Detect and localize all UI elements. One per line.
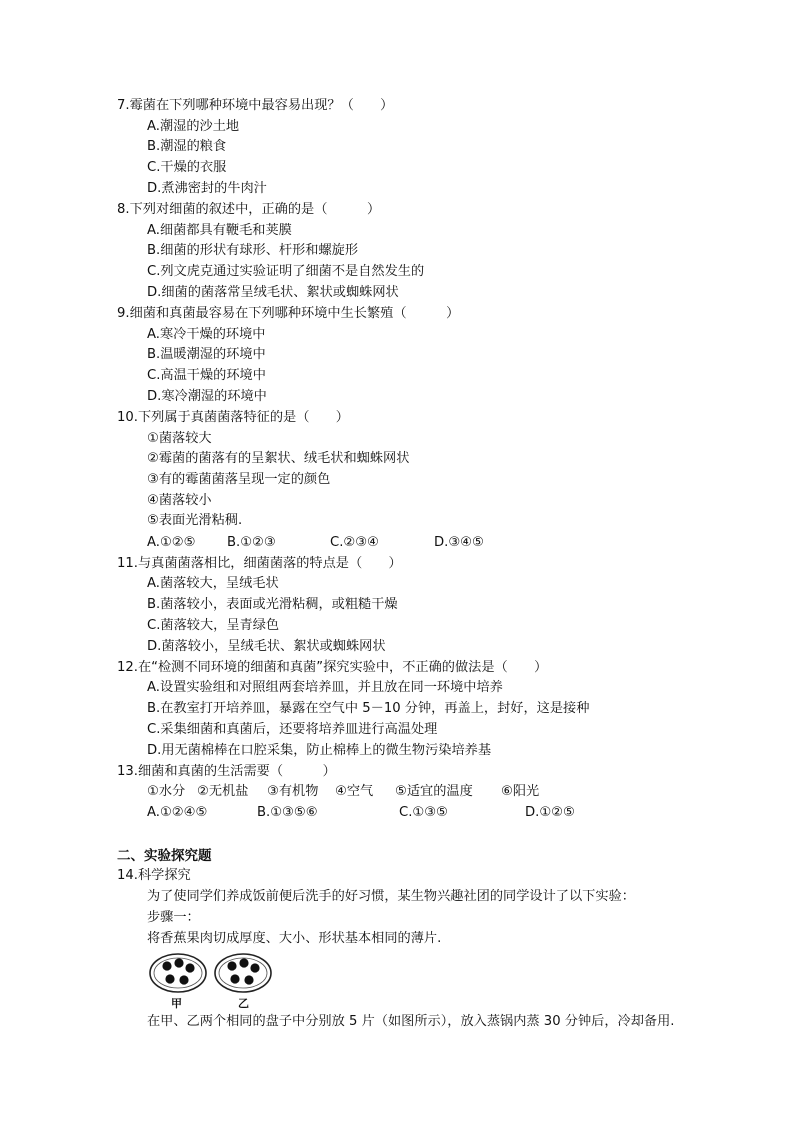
- question-11-stem: 11.与真菌菌落相比，细菌菌落的特点是（ ）: [117, 556, 402, 571]
- step-1-label: 步骤一：: [147, 910, 200, 925]
- question-13-item-5: ⑤适宜的温度: [395, 784, 473, 799]
- question-10-item-5: ⑤表面光滑粘稠.: [147, 513, 243, 528]
- question-7-option-b: B.潮湿的粮食: [147, 139, 227, 154]
- question-13-item-3: ③有机物: [267, 784, 319, 799]
- section-2-title: 二、实验探究题: [117, 848, 212, 864]
- question-8-stem: 8.下列对细菌的叙述中，正确的是（ ）: [117, 202, 381, 217]
- question-9-stem: 9.细菌和真菌最容易在下列哪种环境中生长繁殖（ ）: [117, 306, 460, 321]
- plate-yi: [215, 954, 271, 992]
- question-11-option-c: C.菌落较大，呈青绿色: [147, 618, 280, 633]
- step-1-after-text: 在甲、乙两个相同的盘子中分别放 5 片（如图所示），放入蒸锅内蒸 30 分钟后，冷却备用.: [147, 1014, 675, 1029]
- question-13-items: [147, 783, 539, 801]
- question-12-option-d: D.用无菌棉棒在口腔采集，防止棉棒上的微生物污染培养基: [147, 743, 492, 758]
- question-10-choice-d: D.③④⑤: [434, 535, 484, 550]
- question-10-choice-c: C.②③④: [330, 535, 379, 550]
- question-14-stem: 14.科学探究: [117, 868, 191, 883]
- question-13-item-4: ④空气: [335, 784, 374, 799]
- question-12-option-a: A.设置实验组和对照组两套培养皿，并且放在同一环境中培养: [147, 680, 503, 695]
- question-11-option-b: B.菌落较小，表面或光滑粘稠，或粗糙干燥: [147, 597, 398, 612]
- plate-label-yi: 乙: [238, 997, 249, 1010]
- question-9-option-a: A.寒冷干燥的环境中: [147, 327, 266, 342]
- question-8-option-a: A.细菌都具有鞭毛和荚膜: [147, 223, 292, 238]
- question-13-choice-d: D.①②⑤: [525, 805, 575, 820]
- question-13-choices: [147, 804, 575, 822]
- question-9-option-c: C.高温干燥的环境中: [147, 368, 266, 383]
- plate-jia: [150, 954, 206, 992]
- question-14-intro: 为了使同学们养成饭前便后洗手的好习惯，某生物兴趣社团的同学设计了以下实验：: [147, 889, 635, 904]
- question-13-choice-a: A.①②④⑤: [147, 805, 208, 820]
- question-12-option-b: B.在教室打开培养皿，暴露在空气中 5－10 分钟，再盖上，封好，这是接种: [147, 701, 590, 716]
- plates-figure: [148, 951, 278, 1011]
- step-1-text: 将香蕉果肉切成厚度、大小、形状基本相同的薄片.: [147, 931, 442, 946]
- question-8-option-c: C.列文虎克通过实验证明了细菌不是自然发生的: [147, 264, 425, 279]
- question-9-option-d: D.寒冷潮湿的环境中: [147, 389, 267, 404]
- question-8-option-d: D.细菌的菌落常呈绒毛状、絮状或蜘蛛网状: [147, 285, 399, 300]
- question-7-option-c: C.干燥的衣服: [147, 160, 227, 175]
- question-13-choice-b: B.①③⑤⑥: [257, 805, 318, 820]
- question-12-stem: 12.在“检测不同环境的细菌和真菌”探究实验中，不正确的做法是（ ）: [117, 660, 548, 675]
- plate-label-jia: 甲: [171, 997, 182, 1010]
- question-10-choice-a: A.①②⑤: [147, 535, 196, 550]
- question-8-option-b: B.细菌的形状有球形、杆形和螺旋形: [147, 243, 359, 258]
- question-7-stem: 7.霉菌在下列哪种环境中最容易出现？（ ）: [117, 98, 394, 113]
- question-10-stem: 10.下列属于真菌菌落特征的是（ ）: [117, 410, 349, 425]
- question-10-choice-b: B.①②③: [227, 535, 276, 550]
- question-13-item-6: ⑥阳光: [501, 784, 540, 799]
- question-11-option-a: A.菌落较大，呈绒毛状: [147, 576, 279, 591]
- question-10-choices: [147, 534, 484, 552]
- question-11-option-d: D.菌落较小，呈绒毛状、絮状或蜘蛛网状: [147, 639, 386, 654]
- question-10-item-2: ②霉菌的菌落有的呈絮状、绒毛状和蜘蛛网状: [147, 451, 410, 466]
- question-10-item-1: ①菌落较大: [147, 431, 212, 446]
- question-13-choice-c: C.①③⑤: [399, 805, 448, 820]
- question-12-option-c: C.采集细菌和真菌后，还要将培养皿进行高温处理: [147, 722, 438, 737]
- question-13-item-2: ②无机盐: [197, 784, 249, 799]
- question-13-stem: 13.细菌和真菌的生活需要（ ）: [117, 764, 336, 779]
- question-10-item-4: ④菌落较小: [147, 493, 212, 508]
- question-7-option-d: D.煮沸密封的牛肉汁: [147, 181, 267, 196]
- question-10-item-3: ③有的霉菌菌落呈现一定的颜色: [147, 472, 331, 487]
- question-9-option-b: B.温暖潮湿的环境中: [147, 347, 266, 362]
- question-13-item-1: ①水分: [147, 784, 186, 799]
- question-7-option-a: A.潮湿的沙土地: [147, 119, 240, 134]
- plates-drawing: [148, 951, 278, 999]
